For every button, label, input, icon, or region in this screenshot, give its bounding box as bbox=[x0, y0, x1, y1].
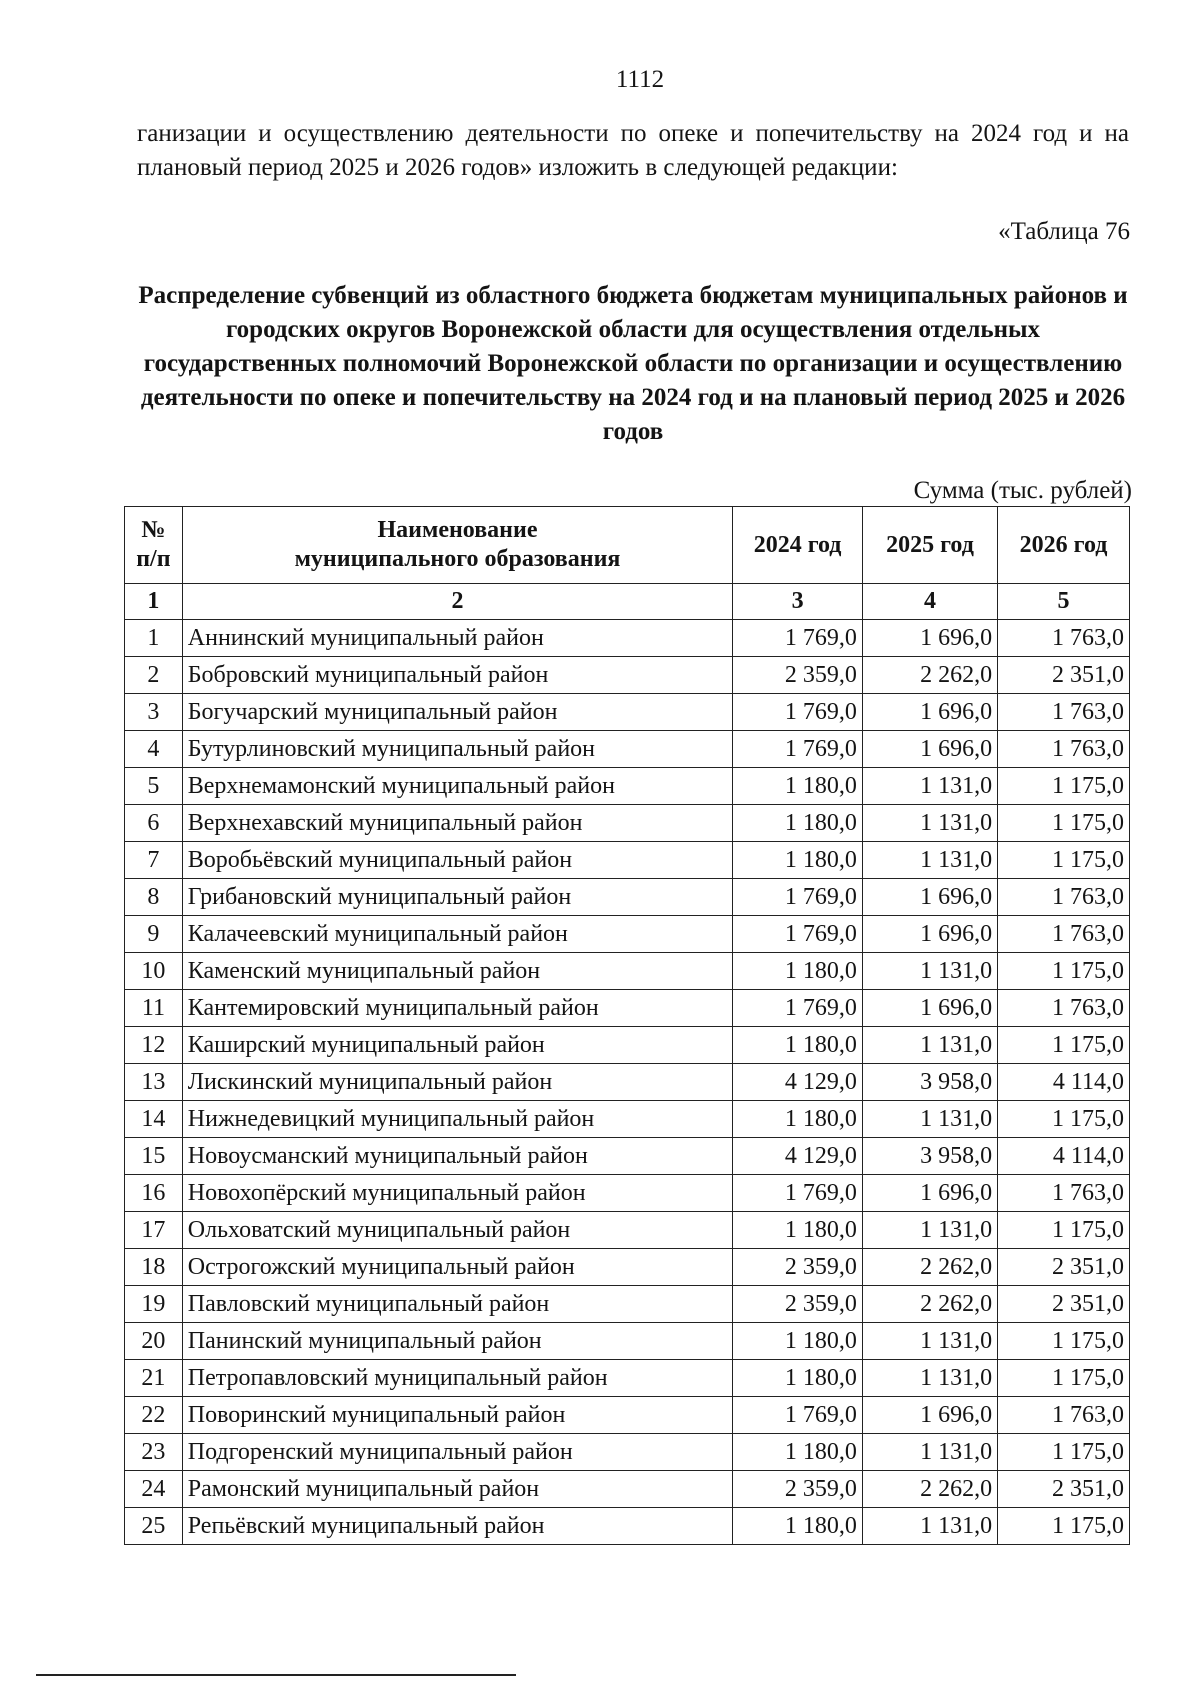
row-number: 8 bbox=[125, 879, 183, 916]
table-row bbox=[125, 620, 1130, 657]
unit-note: Сумма (тыс. рублей) bbox=[913, 477, 1132, 504]
header-name: Наименование муниципального образования bbox=[182, 507, 732, 584]
amount-2025: 2 262,0 bbox=[862, 1286, 997, 1323]
amount-2024: 4 129,0 bbox=[733, 1138, 863, 1175]
row-number: 12 bbox=[125, 1027, 183, 1064]
table-row bbox=[125, 990, 1130, 1027]
amount-2024: 1 180,0 bbox=[733, 1027, 863, 1064]
amount-2024: 2 359,0 bbox=[733, 657, 863, 694]
municipality-name: Воробьёвский муниципальный район bbox=[182, 842, 732, 879]
row-number: 1 bbox=[125, 620, 183, 657]
table-row bbox=[125, 1175, 1130, 1212]
amount-2025: 1 131,0 bbox=[862, 805, 997, 842]
table-row bbox=[125, 842, 1130, 879]
municipality-name: Кантемировский муниципальный район bbox=[182, 990, 732, 1027]
amount-2026: 1 175,0 bbox=[998, 842, 1130, 879]
municipality-name: Ольховатский муниципальный район bbox=[182, 1212, 732, 1249]
municipality-name: Каширский муниципальный район bbox=[182, 1027, 732, 1064]
amount-2024: 1 769,0 bbox=[733, 620, 863, 657]
municipality-name: Павловский муниципальный район bbox=[182, 1286, 732, 1323]
row-number: 14 bbox=[125, 1101, 183, 1138]
municipality-name: Лискинский муниципальный район bbox=[182, 1064, 732, 1101]
municipality-name: Подгоренский муниципальный район bbox=[182, 1434, 732, 1471]
municipality-name: Репьёвский муниципальный район bbox=[182, 1508, 732, 1545]
amount-2025: 1 131,0 bbox=[862, 842, 997, 879]
amount-2026: 1 175,0 bbox=[998, 1323, 1130, 1360]
column-number: 1 bbox=[125, 584, 183, 620]
amount-2025: 3 958,0 bbox=[862, 1138, 997, 1175]
municipality-name: Грибановский муниципальный район bbox=[182, 879, 732, 916]
amount-2026: 2 351,0 bbox=[998, 657, 1130, 694]
amount-2025: 1 131,0 bbox=[862, 953, 997, 990]
municipality-name: Бобровский муниципальный район bbox=[182, 657, 732, 694]
amount-2024: 1 180,0 bbox=[733, 1508, 863, 1545]
table-row bbox=[125, 1138, 1130, 1175]
amount-2024: 1 180,0 bbox=[733, 1360, 863, 1397]
amount-2024: 1 769,0 bbox=[733, 916, 863, 953]
table-row bbox=[125, 953, 1130, 990]
row-number: 11 bbox=[125, 990, 183, 1027]
table-row bbox=[125, 805, 1130, 842]
amount-2024: 1 769,0 bbox=[733, 879, 863, 916]
table-row bbox=[125, 1286, 1130, 1323]
amount-2025: 1 696,0 bbox=[862, 916, 997, 953]
intro-paragraph: ганизации и осуществлению деятельности по опеке и попечительству на 2024 год и на плановый период 2025 и 2026 годов» изложить в следующей редакции: bbox=[137, 120, 1129, 181]
table-row bbox=[125, 1212, 1130, 1249]
header-2025: 2025 год bbox=[862, 507, 997, 584]
municipality-name: Калачеевский муниципальный район bbox=[182, 916, 732, 953]
municipality-name: Нижнедевицкий муниципальный район bbox=[182, 1101, 732, 1138]
table-row bbox=[125, 694, 1130, 731]
amount-2024: 1 180,0 bbox=[733, 953, 863, 990]
row-number: 19 bbox=[125, 1286, 183, 1323]
column-number-row bbox=[125, 584, 1130, 620]
table-row bbox=[125, 1397, 1130, 1434]
table-row bbox=[125, 1249, 1130, 1286]
municipality-name: Верхнемамонский муниципальный район bbox=[182, 768, 732, 805]
page-number: 1112 bbox=[615, 66, 665, 93]
row-number: 5 bbox=[125, 768, 183, 805]
amount-2025: 1 131,0 bbox=[862, 1212, 997, 1249]
amount-2025: 1 696,0 bbox=[862, 731, 997, 768]
municipality-name: Богучарский муниципальный район bbox=[182, 694, 732, 731]
amount-2024: 2 359,0 bbox=[733, 1249, 863, 1286]
amount-2026: 2 351,0 bbox=[998, 1471, 1130, 1508]
amount-2024: 1 180,0 bbox=[733, 1434, 863, 1471]
amount-2024: 1 769,0 bbox=[733, 990, 863, 1027]
amount-2025: 3 958,0 bbox=[862, 1064, 997, 1101]
document-title: Распределение субвенций из областного бюджета бюджетам муниципальных районов и городских округов Воронежской области для осуществления отдельных государственных полномочий Воронежской области по организации и осуществлению деятельности по опеке и попечительству на 2024 год и на плановый период 2025 и 2026 годов bbox=[138, 282, 1128, 445]
table-row bbox=[125, 916, 1130, 953]
amount-2024: 1 769,0 bbox=[733, 1397, 863, 1434]
amount-2026: 4 114,0 bbox=[998, 1138, 1130, 1175]
table-row bbox=[125, 768, 1130, 805]
municipality-name: Новохопёрский муниципальный район bbox=[182, 1175, 732, 1212]
amount-2026: 1 175,0 bbox=[998, 1101, 1130, 1138]
amount-2025: 1 131,0 bbox=[862, 1360, 997, 1397]
amount-2024: 4 129,0 bbox=[733, 1064, 863, 1101]
amount-2026: 1 763,0 bbox=[998, 879, 1130, 916]
amount-2026: 2 351,0 bbox=[998, 1249, 1130, 1286]
table-row bbox=[125, 1434, 1130, 1471]
municipality-name: Петропавловский муниципальный район bbox=[182, 1360, 732, 1397]
amount-2026: 4 114,0 bbox=[998, 1064, 1130, 1101]
column-number: 4 bbox=[862, 584, 997, 620]
amount-2026: 1 175,0 bbox=[998, 1027, 1130, 1064]
row-number: 13 bbox=[125, 1064, 183, 1101]
amount-2025: 1 696,0 bbox=[862, 879, 997, 916]
amount-2026: 1 763,0 bbox=[998, 1397, 1130, 1434]
municipality-name: Новоусманский муниципальный район bbox=[182, 1138, 732, 1175]
amount-2024: 1 180,0 bbox=[733, 768, 863, 805]
amount-2025: 2 262,0 bbox=[862, 657, 997, 694]
table-header-row bbox=[125, 507, 1130, 584]
amount-2025: 2 262,0 bbox=[862, 1249, 997, 1286]
amount-2026: 1 763,0 bbox=[998, 916, 1130, 953]
amount-2024: 1 180,0 bbox=[733, 1212, 863, 1249]
table-row bbox=[125, 1360, 1130, 1397]
amount-2024: 1 180,0 bbox=[733, 1323, 863, 1360]
footnote-separator bbox=[36, 1674, 516, 1676]
amount-2024: 1 769,0 bbox=[733, 694, 863, 731]
amount-2026: 2 351,0 bbox=[998, 1286, 1130, 1323]
municipality-name: Рамонский муниципальный район bbox=[182, 1471, 732, 1508]
amount-2026: 1 763,0 bbox=[998, 620, 1130, 657]
amount-2026: 1 175,0 bbox=[998, 1508, 1130, 1545]
amount-2025: 1 696,0 bbox=[862, 1397, 997, 1434]
table-body bbox=[125, 620, 1130, 1545]
amount-2024: 2 359,0 bbox=[733, 1471, 863, 1508]
amount-2024: 1 180,0 bbox=[733, 805, 863, 842]
municipality-name: Каменский муниципальный район bbox=[182, 953, 732, 990]
amount-2026: 1 763,0 bbox=[998, 694, 1130, 731]
row-number: 16 bbox=[125, 1175, 183, 1212]
amount-2024: 1 180,0 bbox=[733, 1101, 863, 1138]
row-number: 2 bbox=[125, 657, 183, 694]
table-row bbox=[125, 731, 1130, 768]
row-number: 7 bbox=[125, 842, 183, 879]
table-row bbox=[125, 1471, 1130, 1508]
row-number: 15 bbox=[125, 1138, 183, 1175]
amount-2026: 1 175,0 bbox=[998, 805, 1130, 842]
header-num: № п/п bbox=[125, 507, 183, 584]
table-row bbox=[125, 1323, 1130, 1360]
amount-2025: 1 131,0 bbox=[862, 1508, 997, 1545]
amount-2025: 1 696,0 bbox=[862, 1175, 997, 1212]
table-row bbox=[125, 1101, 1130, 1138]
amount-2024: 1 769,0 bbox=[733, 731, 863, 768]
header-2024: 2024 год bbox=[733, 507, 863, 584]
table-row bbox=[125, 657, 1130, 694]
row-number: 20 bbox=[125, 1323, 183, 1360]
column-number: 3 bbox=[733, 584, 863, 620]
amount-2024: 1 180,0 bbox=[733, 842, 863, 879]
amount-2026: 1 763,0 bbox=[998, 1175, 1130, 1212]
row-number: 23 bbox=[125, 1434, 183, 1471]
municipality-name: Аннинский муниципальный район bbox=[182, 620, 732, 657]
row-number: 25 bbox=[125, 1508, 183, 1545]
table-caption: «Таблица 76 bbox=[998, 218, 1130, 245]
amount-2025: 1 131,0 bbox=[862, 1027, 997, 1064]
row-number: 6 bbox=[125, 805, 183, 842]
row-number: 17 bbox=[125, 1212, 183, 1249]
row-number: 10 bbox=[125, 953, 183, 990]
row-number: 18 bbox=[125, 1249, 183, 1286]
municipality-name: Панинский муниципальный район bbox=[182, 1323, 732, 1360]
amount-2024: 1 769,0 bbox=[733, 1175, 863, 1212]
amount-2025: 1 696,0 bbox=[862, 620, 997, 657]
amount-2025: 1 696,0 bbox=[862, 694, 997, 731]
column-number: 5 bbox=[998, 584, 1130, 620]
amount-2026: 1 175,0 bbox=[998, 1434, 1130, 1471]
amount-2026: 1 763,0 bbox=[998, 990, 1130, 1027]
table-row bbox=[125, 1027, 1130, 1064]
row-number: 24 bbox=[125, 1471, 183, 1508]
municipality-name: Верхнехавский муниципальный район bbox=[182, 805, 732, 842]
header-2026: 2026 год bbox=[998, 507, 1130, 584]
amount-2025: 2 262,0 bbox=[862, 1471, 997, 1508]
amount-2026: 1 175,0 bbox=[998, 1360, 1130, 1397]
amount-2025: 1 131,0 bbox=[862, 1434, 997, 1471]
table-row bbox=[125, 879, 1130, 916]
amount-2025: 1 131,0 bbox=[862, 768, 997, 805]
municipality-name: Острогожский муниципальный район bbox=[182, 1249, 732, 1286]
amount-2025: 1 131,0 bbox=[862, 1101, 997, 1138]
municipality-name: Бутурлиновский муниципальный район bbox=[182, 731, 732, 768]
amount-2024: 2 359,0 bbox=[733, 1286, 863, 1323]
row-number: 3 bbox=[125, 694, 183, 731]
amount-2025: 1 696,0 bbox=[862, 990, 997, 1027]
amount-2026: 1 763,0 bbox=[998, 731, 1130, 768]
municipality-name: Поворинский муниципальный район bbox=[182, 1397, 732, 1434]
row-number: 21 bbox=[125, 1360, 183, 1397]
table-row bbox=[125, 1508, 1130, 1545]
row-number: 4 bbox=[125, 731, 183, 768]
amount-2026: 1 175,0 bbox=[998, 953, 1130, 990]
amount-2026: 1 175,0 bbox=[998, 1212, 1130, 1249]
table-row bbox=[125, 1064, 1130, 1101]
subvention-table bbox=[124, 506, 1130, 1545]
amount-2026: 1 175,0 bbox=[998, 768, 1130, 805]
amount-2025: 1 131,0 bbox=[862, 1323, 997, 1360]
row-number: 22 bbox=[125, 1397, 183, 1434]
row-number: 9 bbox=[125, 916, 183, 953]
column-number: 2 bbox=[182, 584, 732, 620]
